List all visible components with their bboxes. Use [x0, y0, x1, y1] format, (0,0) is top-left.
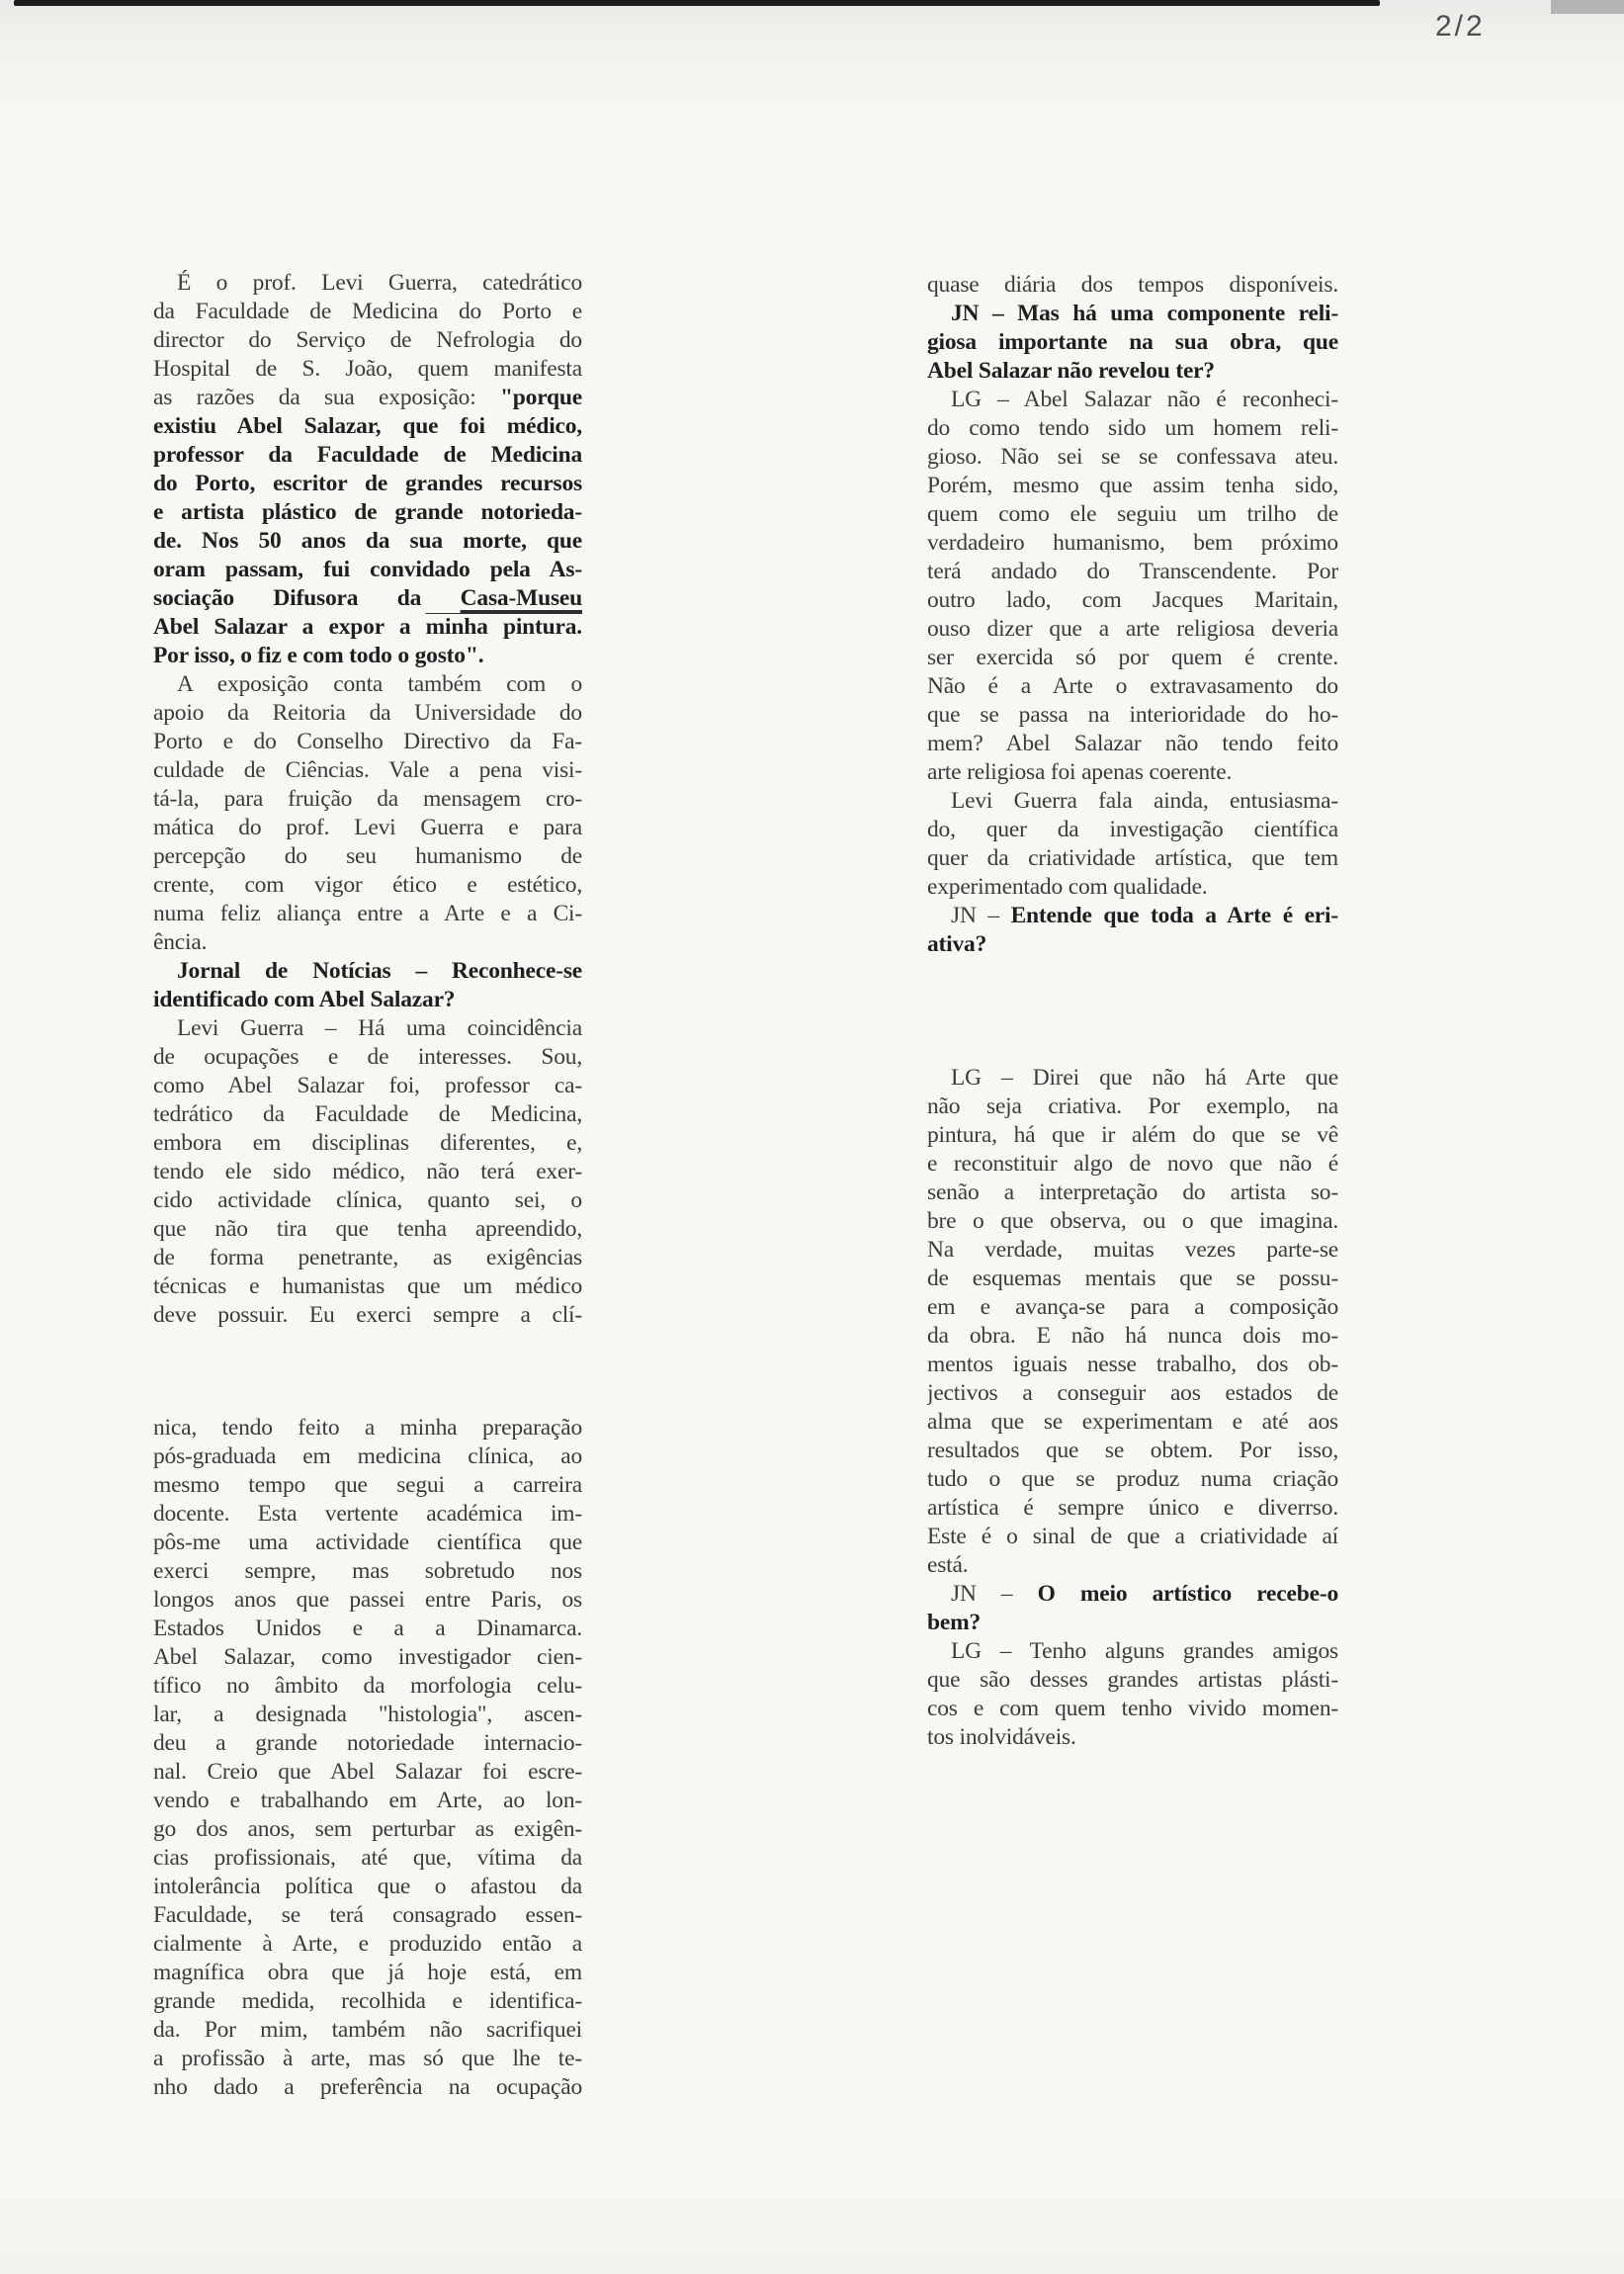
text-line: está.	[927, 1552, 969, 1578]
text-line: Por isso, o fiz e com todo o gosto".	[153, 643, 484, 668]
text-line: Abel Salazar a expor a minha pintura.	[153, 614, 582, 640]
text-line: de forma penetrante, as exigências	[153, 1245, 582, 1270]
text-line: tífico no âmbito da morfologia celu-	[153, 1673, 582, 1699]
text-line: intolerância política que o afastou da	[153, 1874, 582, 1899]
text-line: resultados que se obtem. Por isso,	[927, 1438, 1338, 1463]
text-line: deu a grande notoriedade internacio-	[153, 1730, 582, 1756]
text-line: nica, tendo feito a minha preparação	[153, 1415, 582, 1441]
text-line: identificado com Abel Salazar?	[153, 987, 456, 1012]
text-line: embora em disciplinas diferentes, e,	[153, 1130, 582, 1156]
text-line: Abel Salazar, como investigador cien-	[153, 1644, 582, 1670]
text-line: que são desses grandes artistas plásti-	[927, 1667, 1338, 1693]
text-line: mem? Abel Salazar não tendo feito	[927, 731, 1338, 756]
article-column-left	[153, 0, 582, 2274]
text-line: outro lado, com Jacques Maritain,	[927, 587, 1338, 613]
text-line: gioso. Não sei se se confessava ateu.	[927, 444, 1338, 470]
text-line: e reconstituir algo de novo que não é	[927, 1151, 1338, 1177]
text-line: mesmo tempo que segui a carreira	[153, 1472, 582, 1498]
text-line: JN – Mas há uma componente reli-	[951, 301, 1338, 326]
text-line: jectivos a conseguir aos estados de	[927, 1380, 1338, 1406]
text-line: professor da Faculdade de Medicina	[153, 442, 582, 468]
text-line: longos anos que passei entre Paris, os	[153, 1587, 582, 1613]
text-line: Não é a Arte o extravasamento do	[927, 673, 1338, 699]
text-line: em e avança-se para a composição	[927, 1294, 1338, 1320]
text-block-col1-top	[153, 269, 582, 1330]
text-line: magnífica obra que já hoje está, em	[153, 1960, 582, 1985]
text-line: arte religiosa foi apenas coerente.	[927, 759, 1233, 785]
text-line: de. Nos 50 anos da sua morte, que	[153, 528, 582, 554]
text-line: que se passa na interioridade do ho-	[927, 702, 1338, 728]
text-line: docente. Esta vertente académica im-	[153, 1501, 582, 1527]
text-line: LG – Tenho alguns grandes amigos	[951, 1638, 1338, 1664]
text-line: mática do prof. Levi Guerra e para	[153, 815, 582, 840]
text-line: do, quer da investigação científica	[927, 817, 1338, 842]
text-line: terá andado do Transcendente. Por	[927, 559, 1338, 584]
text-line: do como tendo sido um homem reli-	[927, 415, 1338, 441]
text-line: as razões da sua exposição: "porque	[153, 385, 582, 410]
text-line: LG – Abel Salazar não é reconheci-	[951, 387, 1338, 412]
text-line: grande medida, recolhida e identifica-	[153, 1988, 582, 2014]
text-line: cos e com quem tenho vivido momen-	[927, 1696, 1338, 1721]
text-line: pôs-me uma actividade científica que	[153, 1530, 582, 1555]
text-line: como Abel Salazar foi, professor ca-	[153, 1073, 582, 1098]
text-line: nho dado a preferência na ocupação	[153, 2074, 582, 2100]
text-line: tá-la, para fruição da mensagem cro-	[153, 786, 582, 812]
text-line: exerci sempre, mas sobretudo nos	[153, 1558, 582, 1584]
text-block-col2-bottom	[927, 1064, 1338, 1752]
text-line: JN – O meio artístico recebe-o	[951, 1581, 1338, 1607]
text-line: pós-graduada em medicina clínica, ao	[153, 1443, 582, 1469]
text-line: ser exercida só por quem é crente.	[927, 645, 1338, 670]
text-line: crente, com vigor ético e estético,	[153, 872, 582, 898]
text-line: mentos iguais nesse trabalho, dos ob-	[927, 1352, 1338, 1377]
text-line: Este é o sinal de que a criatividade aí	[927, 1524, 1338, 1549]
text-line: verdadeiro humanismo, bem próximo	[927, 530, 1338, 556]
text-line: senão a interpretação do artista so-	[927, 1180, 1338, 1205]
text-line: ativa?	[927, 931, 987, 957]
text-line: Abel Salazar não revelou ter?	[927, 358, 1215, 384]
text-line: tos inolvidáveis.	[927, 1724, 1076, 1750]
text-line: Estados Unidos e a a Dinamarca.	[153, 1616, 582, 1641]
text-line: Levi Guerra – Há uma coincidência	[177, 1015, 582, 1041]
text-line: técnicas e humanistas que um médico	[153, 1273, 582, 1299]
text-line: Porto e do Conselho Directivo da Fa-	[153, 729, 582, 754]
text-line: quer da criatividade artística, que tem	[927, 845, 1338, 871]
text-line: JN – Entende que toda a Arte é eri-	[951, 903, 1338, 928]
text-line: Na verdade, muitas vezes parte-se	[927, 1237, 1338, 1263]
text-line: sociação Difusora da Casa-Museu	[153, 585, 582, 611]
text-line: artística é sempre único e diverrso.	[927, 1495, 1338, 1521]
text-block-col2-top	[927, 271, 1338, 959]
text-line: Levi Guerra fala ainda, entusiasma-	[951, 788, 1338, 814]
text-line: não seja criativa. Por exemplo, na	[927, 1093, 1338, 1119]
text-line: ência.	[153, 929, 208, 955]
text-line: culdade de Ciências. Vale a pena visi-	[153, 757, 582, 783]
text-line: numa feliz aliança entre a Arte e a Ci-	[153, 901, 582, 926]
text-line: do Porto, escritor de grandes recursos	[153, 471, 582, 496]
text-line: apoio da Reitoria da Universidade do	[153, 700, 582, 726]
text-line: Hospital de S. João, quem manifesta	[153, 356, 582, 382]
text-line: pintura, há que ir além do que se vê	[927, 1122, 1338, 1148]
text-line: bre o que observa, ou o que imagina.	[927, 1208, 1338, 1234]
text-line: cias profissionais, até que, vítima da	[153, 1845, 582, 1871]
text-line: de ocupações e de interesses. Sou,	[153, 1044, 582, 1070]
text-line: go dos anos, sem perturbar as exigên-	[153, 1816, 582, 1842]
text-line: de esquemas mentais que se possu-	[927, 1266, 1338, 1291]
text-line: alma que se experimentam e até aos	[927, 1409, 1338, 1435]
text-line: cido actividade clínica, quanto sei, o	[153, 1187, 582, 1213]
text-line: da Faculdade de Medicina do Porto e	[153, 299, 582, 324]
scan-corner-mark	[1551, 0, 1624, 14]
text-line: e artista plástico de grande notorieda-	[153, 499, 582, 525]
text-line: tedrático da Faculdade de Medicina,	[153, 1101, 582, 1127]
text-line: bem?	[927, 1610, 982, 1635]
text-line: quase diária dos tempos disponíveis.	[927, 272, 1338, 298]
text-line: experimentado com qualidade.	[927, 874, 1208, 900]
text-line: da obra. E não há nunca dois mo-	[927, 1323, 1338, 1349]
text-line: percepção do seu humanismo de	[153, 843, 582, 869]
text-line: tendo ele sido médico, não terá exer-	[153, 1159, 582, 1184]
text-line: da. Por mim, também não sacrifiquei	[153, 2017, 582, 2043]
text-line: ouso dizer que a arte religiosa deveria	[927, 616, 1338, 642]
text-block-col1-bottom	[153, 1414, 582, 2102]
article-column-right	[927, 0, 1338, 2274]
text-line: Jornal de Notícias – Reconhece-se	[177, 958, 582, 984]
text-line: deve possuir. Eu exerci sempre a clí-	[153, 1302, 582, 1328]
text-line: giosa importante na sua obra, que	[927, 329, 1338, 355]
text-line: É o prof. Levi Guerra, catedrático	[177, 270, 582, 296]
text-line: director do Serviço de Nefrologia do	[153, 327, 582, 353]
text-line: vendo e trabalhando em Arte, ao lon-	[153, 1788, 582, 1813]
text-line: quem como ele seguiu um trilho de	[927, 501, 1338, 527]
text-line: tudo o que se produz numa criação	[927, 1466, 1338, 1492]
text-line: lar, a designada "histologia", ascen-	[153, 1702, 582, 1727]
text-line: LG – Direi que não há Arte que	[951, 1065, 1338, 1091]
text-line: que não tira que tenha apreendido,	[153, 1216, 582, 1242]
text-line: cialmente à Arte, e produzido então a	[153, 1931, 582, 1957]
page-number: 2/2	[1435, 10, 1486, 43]
text-line: a profissão à arte, mas só que lhe te-	[153, 2046, 582, 2071]
text-line: nal. Creio que Abel Salazar foi escre-	[153, 1759, 582, 1785]
text-line: existiu Abel Salazar, que foi médico,	[153, 413, 582, 439]
text-line: oram passam, fui convidado pela As-	[153, 557, 582, 582]
text-line: A exposição conta também com o	[177, 671, 582, 697]
text-line: Porém, mesmo que assim tenha sido,	[927, 473, 1338, 498]
text-line: Faculdade, se terá consagrado essen-	[153, 1902, 582, 1928]
